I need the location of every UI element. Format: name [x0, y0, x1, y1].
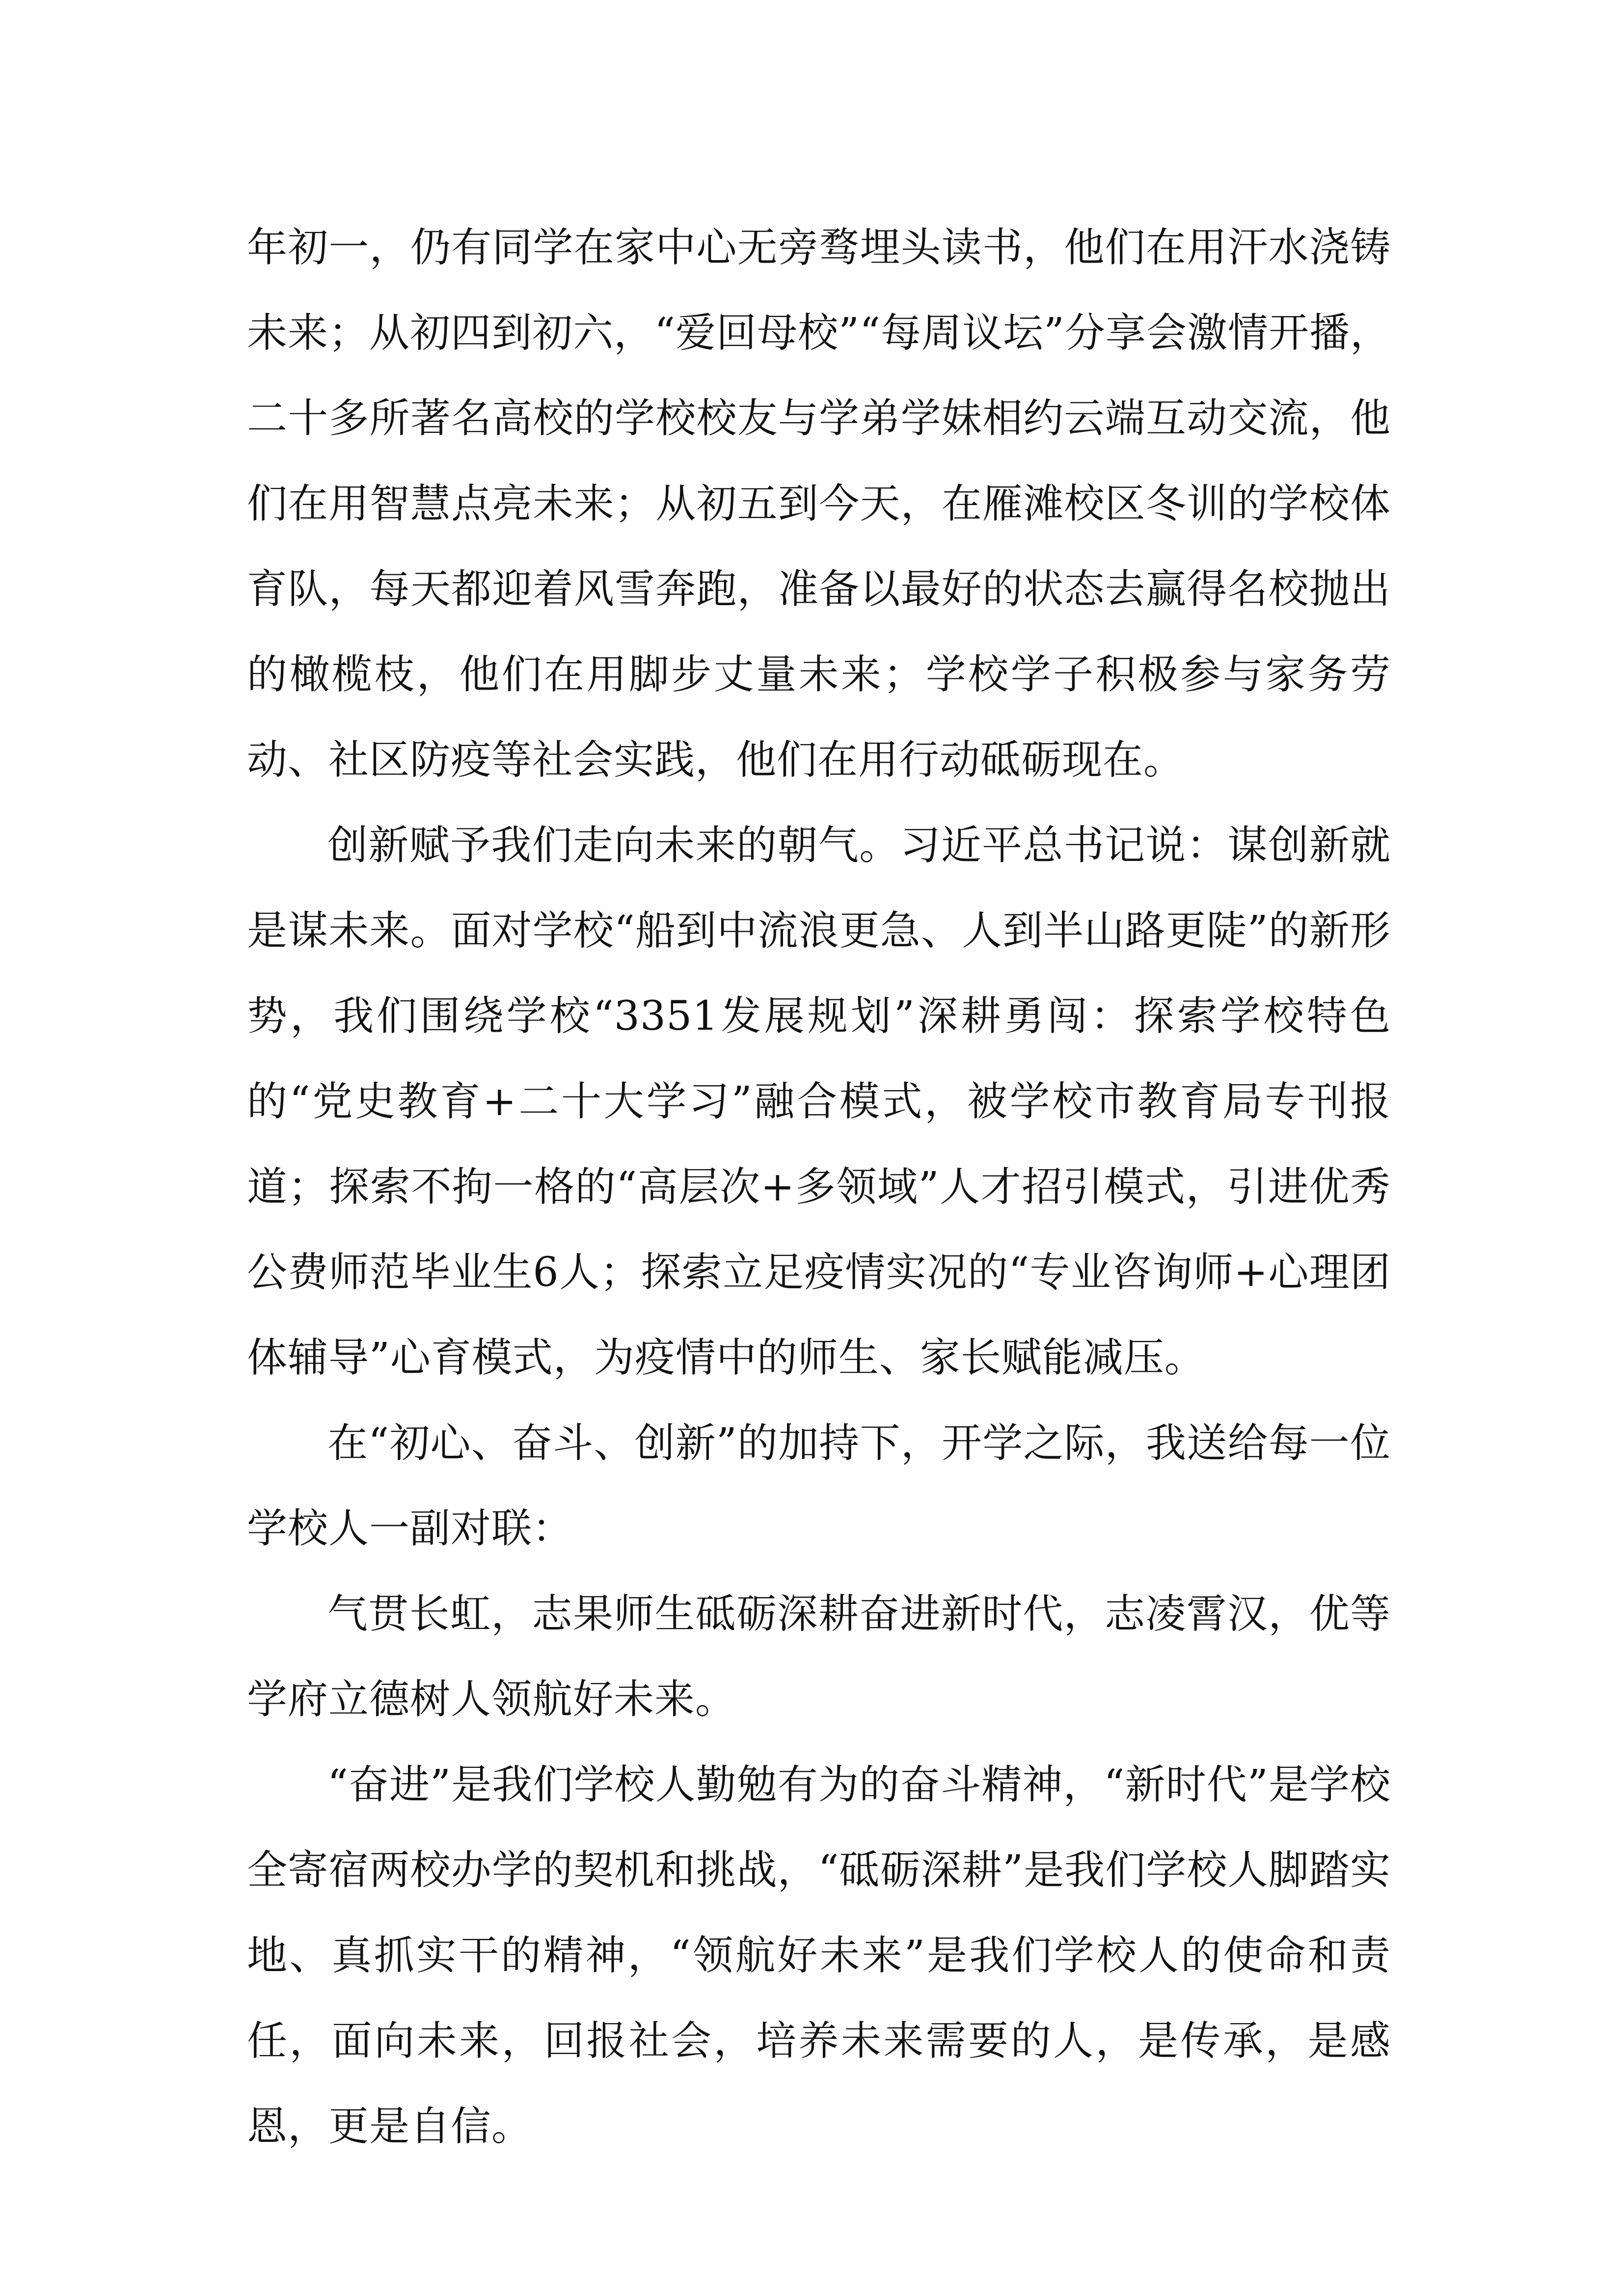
- paragraph-explanation: “奋进”是我们学校人勤勉有为的奋斗精神，“新时代”是学校全寄宿两校办学的契机和挑战，“砥砺深耕”是我们学校人脚踏实地、真抓实干的精神，“领航好未来”是我们学校人的使命和责任，面向未来，回报社会，培养未来需要的人，是传承，是感恩，更是自信。: [247, 1762, 1391, 2150]
- paragraph-couplet-intro: 在“初心、奋斗、创新”的加持下，开学之际，我送给每一位学校人一副对联：: [247, 1420, 1391, 1552]
- paragraph-innovation: 创新赋予我们走向未来的朝气。习近平总书记说：谋创新就是谋未来。面对学校“船到中流浪更急、人到半山路更陡”的新形势，我们围绕学校“3351发展规划”深耕勇闯：探索学校特色的“党史教育+二十大学习”融合模式，被学校市教育局专刊报道；探索不拘一格的“高层次+多领域”人才招引模式，引进优秀公费师范毕业生6人；探索立足疫情实况的“专业咨询师+心理团体辅导”心育模式，为疫情中的师生、家长赋能减压。: [247, 822, 1391, 1381]
- paragraph-continuation: 年初一，仍有同学在家中心无旁骛埋头读书，他们在用汗水浇铸未来；从初四到初六，“爱回母校”“每周议坛”分享会激情开播，二十多所著名高校的学校校友与学弟学妹相约云端互动交流，他们在用智慧点亮未来；从初五到今天，在雁滩校区冬训的学校体育队，每天都迎着风雪奔跑，准备以最好的状态去赢得名校抛出的橄榄枝，他们在用脚步丈量未来；学校学子积极参与家务劳动、社区防疫等社会实践，他们在用行动砥砺现在。: [247, 224, 1391, 783]
- paragraph-couplet: 气贯长虹，志果师生砥砺深耕奋进新时代，志凌霄汉，优等学府立德树人领航好未来。: [247, 1591, 1391, 1723]
- document-body: [247, 205, 1391, 2169]
